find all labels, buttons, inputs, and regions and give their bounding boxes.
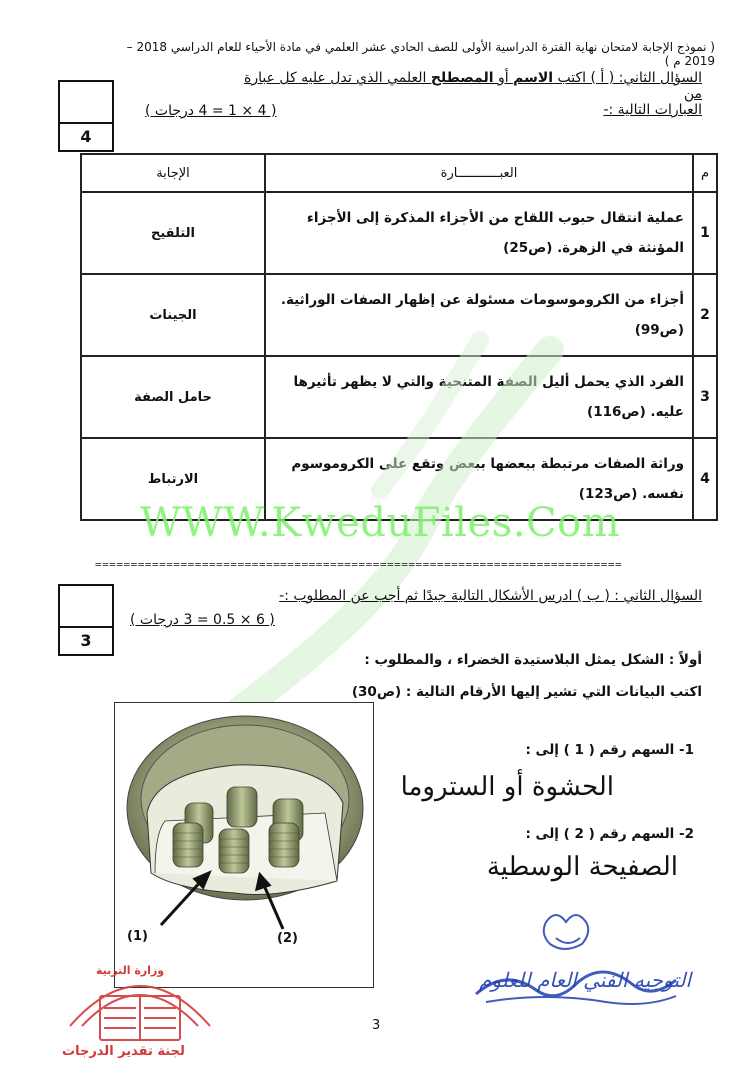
q1-title-suffix: العلمي الذي تدل عليه كل عبارة من: [244, 70, 702, 102]
q1-title-bold1: الاسم: [513, 70, 554, 86]
q1-title-mid: أو: [493, 70, 514, 86]
row-statement: أجزاء من الكروموسومات مسئولة عن إظهار الصفات الوراثية. (ص99): [265, 274, 693, 356]
exam-header: ( نموذج الإجابة لامتحان نهاية الفترة الدراسية الأولى للصف الحادي عشر العلمي في مادة الأحياء للعام الدراسي 2018 – 2019 م ): [126, 40, 715, 68]
table-row: [81, 356, 717, 438]
row-number: 1: [693, 192, 717, 274]
arrow-item-1-label: 1- السهم رقم ( 1 ) إلى :: [525, 742, 694, 758]
chloroplast-illustration: [115, 703, 373, 987]
question2-title: السؤال الثاني : ( ب ) ادرس الأشكال التالية جيدًا ثم أجب عن المطلوب :-: [279, 588, 702, 604]
section-separator: ==========================================================================: [95, 558, 623, 571]
row-answer: حامل الصفة: [81, 356, 265, 438]
answer-table: [80, 153, 718, 521]
part1-intro: أولاً : الشكل يمثل البلاستيدة الخضراء ، والمطلوب :: [364, 652, 702, 668]
score-value-q1: 4: [80, 127, 92, 146]
score-box-blank: [60, 586, 112, 628]
row-statement: وراثة الصفات مرتبطة ببعضها ببعض وتقع على الكروموسوم نفسه. (ص123): [265, 438, 693, 520]
table-row: [81, 274, 717, 356]
col-header-statement: العبـــــــــــارة: [265, 154, 693, 192]
row-number: 2: [693, 274, 717, 356]
row-statement: عملية انتقال حبوب اللقاح من الأجزاء المذكرة إلى الأجزاء المؤنثة في الزهرة. (ص25): [265, 192, 693, 274]
row-statement: الفرد الذي يحمل أليل الصفة المتنحية والتي لا يظهر تأثيرها عليه. (ص116): [265, 356, 693, 438]
col-header-num: م: [693, 154, 717, 192]
table-header-row: [81, 154, 717, 192]
chloroplast-figure: [114, 702, 374, 988]
score-box-blank: [60, 82, 112, 124]
question2-marks: ( 6 × 0.5 = 3 درجات ): [130, 612, 275, 628]
stamp-text-bottom: لجنة تقدير الدرجات: [62, 1044, 185, 1059]
arrow-item-2-label: 2- السهم رقم ( 2 ) إلى :: [525, 826, 694, 842]
row-number: 3: [693, 356, 717, 438]
question1-title-line2: العبارات التالية :-: [603, 102, 702, 118]
department-seal: [456, 902, 696, 1012]
row-answer: التلقيح: [81, 192, 265, 274]
table-row: [81, 192, 717, 274]
figure-label-1: (1): [127, 929, 148, 944]
arrow-item-1-answer: الحشوة أو الستروما: [400, 772, 614, 802]
col-header-answer: الإجابة: [81, 154, 265, 192]
score-box-q1: [58, 80, 114, 152]
question1-title: [232, 70, 702, 102]
row-answer: الجينات: [81, 274, 265, 356]
arrow-item-2-answer: الصفيحة الوسطية: [486, 852, 678, 882]
q1-title-prefix: السؤال الثاني: ( أ ) اكتب: [553, 70, 702, 86]
score-value-q2: 3: [80, 631, 92, 650]
seal-text: التوجيه الفني العام للعلوم: [478, 968, 692, 992]
row-number: 4: [693, 438, 717, 520]
page-number: 3: [372, 1018, 381, 1033]
score-box-q2: [58, 584, 114, 656]
question1-marks: ( 4 × 1 = 4 درجات ): [145, 103, 277, 119]
website-watermark: WWW.KweduFiles.Com: [140, 500, 621, 546]
stamp-text-top: وزارة التربية: [96, 964, 165, 977]
q1-title-bold2: المصطلح: [430, 70, 494, 86]
part1-task: اكتب البيانات التي تشير إليها الأرقام التالية : (ص30): [351, 684, 702, 700]
figure-label-2: (2): [277, 931, 298, 946]
row-answer: الارتباط: [81, 438, 265, 520]
